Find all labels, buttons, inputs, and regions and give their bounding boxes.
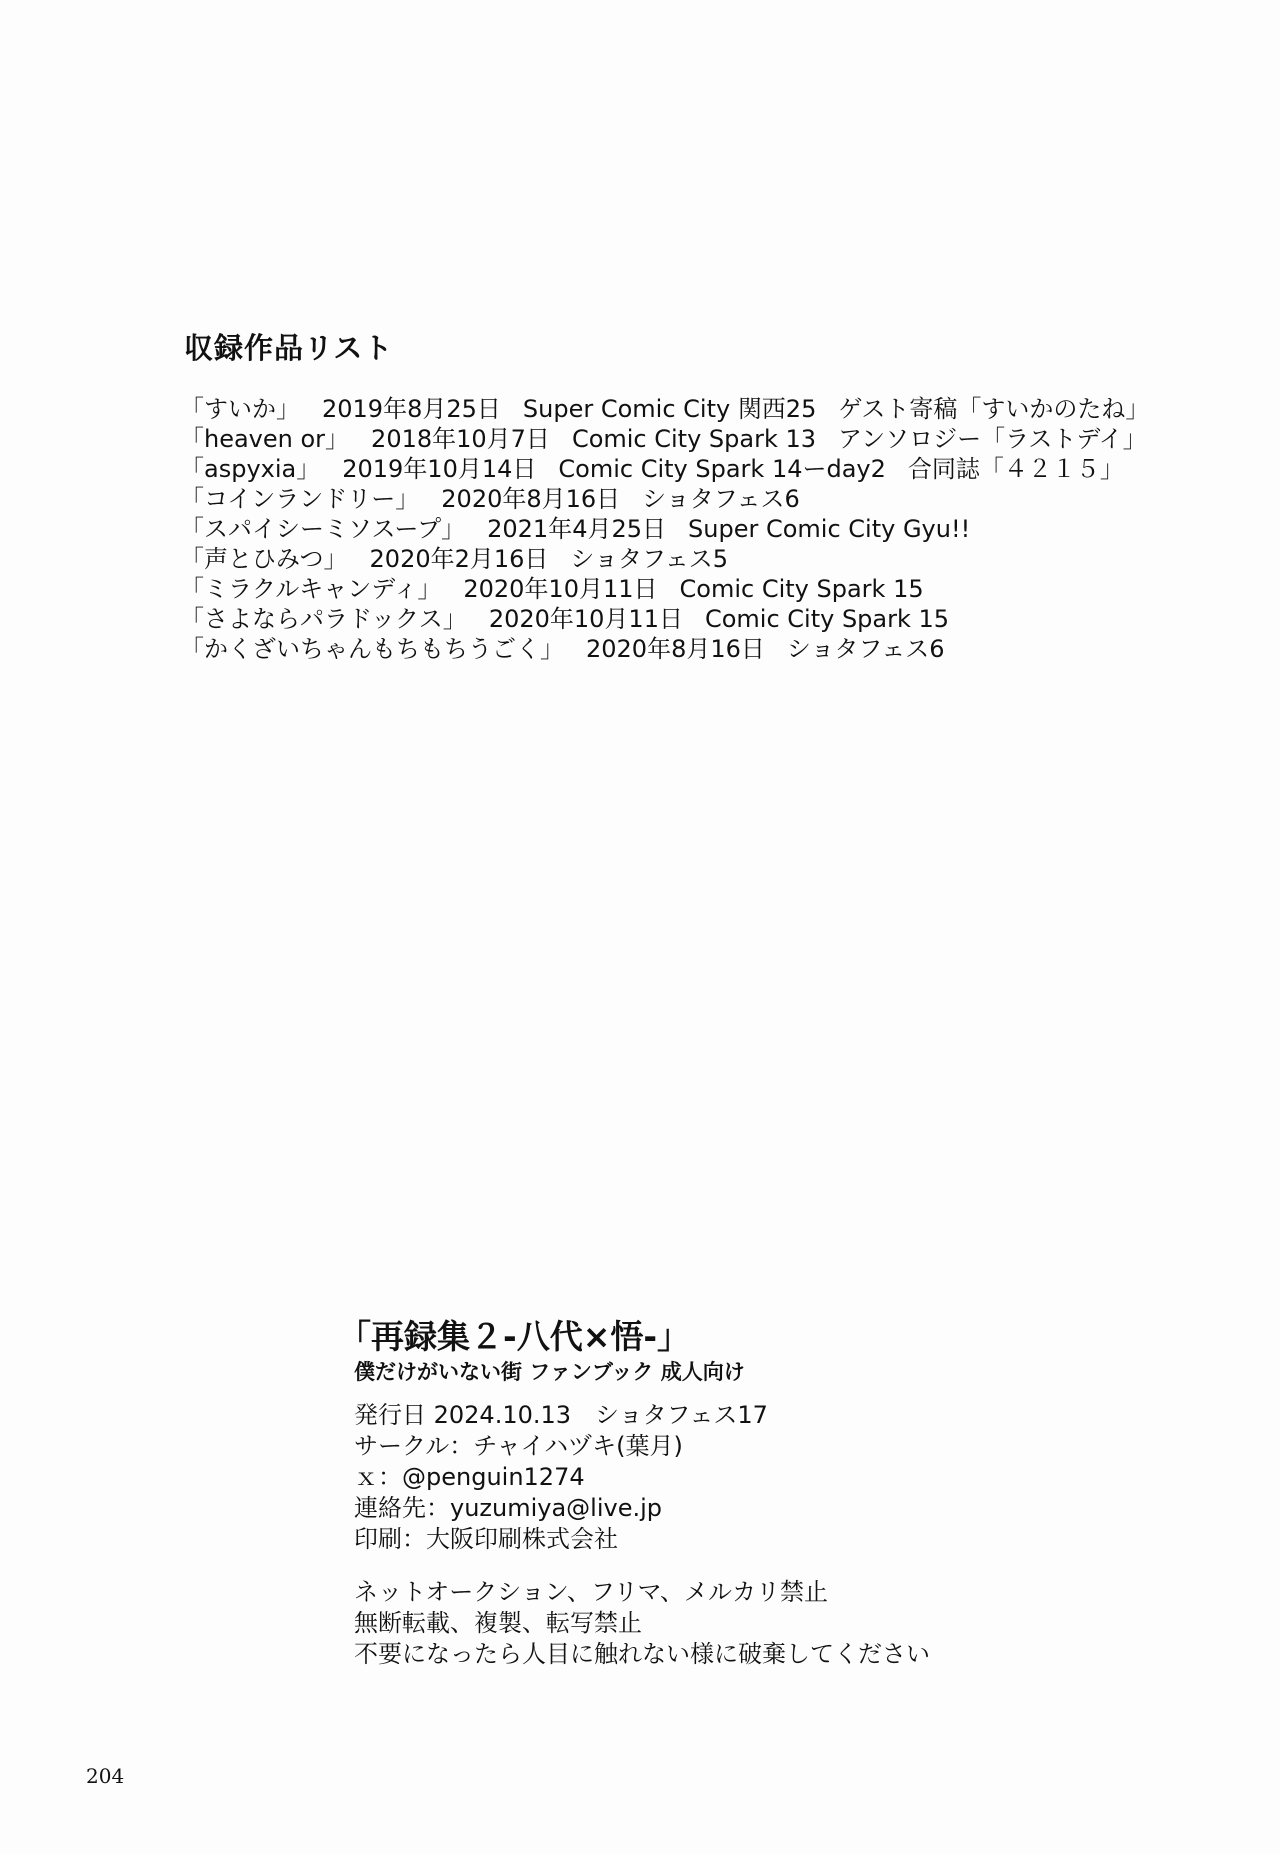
work-title: 「ミラクルキャンディ」 <box>180 575 442 603</box>
work-date: 2019年8月25日 <box>322 395 501 423</box>
work-item <box>180 394 1149 424</box>
works-list-title: 収録作品リスト <box>184 331 394 365</box>
work-date: 2020年10月11日 <box>488 605 683 633</box>
work-title: 「さよならパラドックス」 <box>180 605 467 633</box>
work-event: Comic City Spark 15 <box>679 575 924 603</box>
work-note: 合同誌「４２１５」 <box>907 455 1124 483</box>
book-subtitle: 僕だけがいない街 ファンブック 成人向け <box>354 1360 745 1384</box>
notice-line: 無断転載、複製、転写禁止 <box>354 1609 642 1637</box>
work-event: ショタフェス6 <box>786 635 945 663</box>
work-event: Comic City Spark 15 <box>704 605 950 633</box>
work-date: 2018年10月7日 <box>371 425 550 453</box>
notice-line: 不要になったら人目に触れない様に破棄してください <box>354 1640 930 1668</box>
work-note: ゲスト寄稿「すいかのたね」 <box>838 395 1150 423</box>
work-item <box>180 454 1149 484</box>
work-event: Comic City Spark 14ーday2 <box>558 455 886 483</box>
works-list <box>180 394 1149 664</box>
work-item <box>180 574 1149 604</box>
work-title: 「コインランドリー」 <box>180 485 420 513</box>
work-date: 2021年4月25日 <box>487 515 667 543</box>
release-info: 発行日 2024.10.13 ショタフェス17 <box>354 1401 768 1429</box>
work-title: 「heaven or」 <box>180 425 350 453</box>
work-title: 「すいか」 <box>180 395 300 423</box>
work-item <box>180 604 1149 634</box>
work-title: 「かくざいちゃんもちもちうごく」 <box>180 635 564 663</box>
contact-info: 連絡先：yuzumiya@live.jp <box>354 1494 663 1522</box>
work-date: 2020年8月16日 <box>586 635 765 663</box>
work-note: アンソロジー「ラストデイ」 <box>838 425 1147 453</box>
work-date: 2020年2月16日 <box>369 545 549 573</box>
work-item <box>180 514 1149 544</box>
work-event: Super Comic City Gyu!! <box>688 515 971 543</box>
work-date: 2019年10月14日 <box>342 455 537 483</box>
colophon <box>338 1316 930 1670</box>
x-account: ｘ：@penguin1274 <box>354 1463 585 1491</box>
work-event: Super Comic City 関西25 <box>522 395 817 423</box>
work-item <box>180 484 1149 514</box>
printer-info: 印刷：大阪印刷株式会社 <box>354 1525 618 1553</box>
work-event: ショタフェス5 <box>570 545 729 573</box>
work-date: 2020年8月16日 <box>441 485 621 513</box>
work-title: 「声とひみつ」 <box>180 545 348 573</box>
circle-info: サークル：チャイハヅキ(葉月) <box>354 1432 683 1460</box>
work-item <box>180 544 1149 574</box>
page-number: 204 <box>86 1764 125 1788</box>
work-item <box>180 424 1149 454</box>
notice-block <box>346 1577 930 1670</box>
work-title: 「aspyxia」 <box>180 455 321 483</box>
notice-line: ネットオークション、フリマ、メルカリ禁止 <box>354 1578 828 1606</box>
work-title: 「スパイシーミソスープ」 <box>180 515 466 543</box>
work-date: 2020年10月11日 <box>463 575 658 603</box>
work-event: ショタフェス6 <box>642 485 800 513</box>
work-event: Comic City Spark 13 <box>571 425 817 453</box>
book-title: 「再録集２-八代×悟-」 <box>338 1317 691 1356</box>
work-item <box>180 634 1149 664</box>
